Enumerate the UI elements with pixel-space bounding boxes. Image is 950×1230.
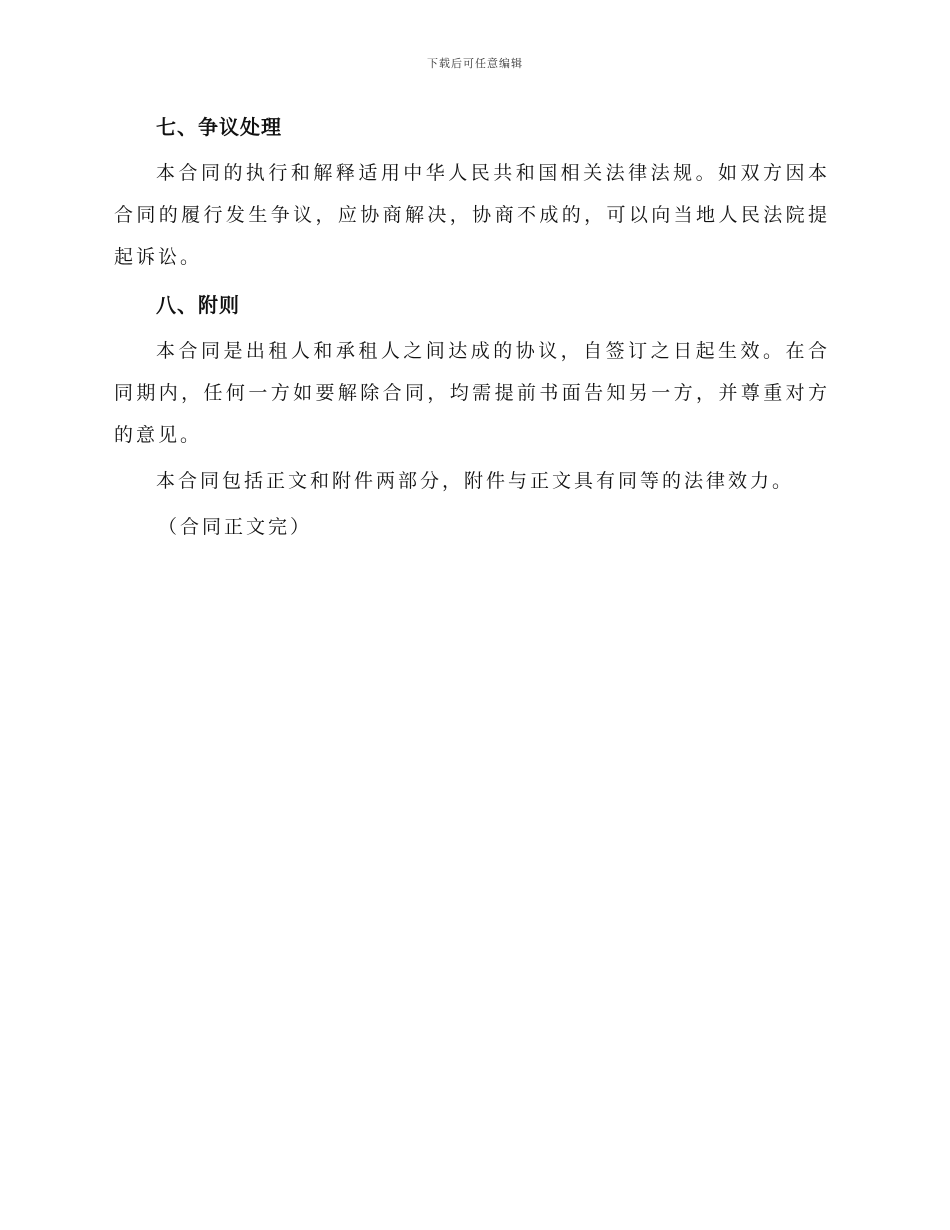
document-body <box>114 108 830 548</box>
section-heading: 八、附则 <box>156 293 240 317</box>
paragraph: 本合同的执行和解释适用中华人民共和国相关法律法规。如双方因本合同的履行发生争议，应协商解决，协商不成的，可以向当地人民法院提起诉讼。 <box>114 162 830 268</box>
section-heading: 七、争议处理 <box>156 115 282 139</box>
paragraph: 本合同是出租人和承租人之间达成的协议，自签订之日起生效。在合同期内，任何一方如要解除合同，均需提前书面告知另一方，并尊重对方的意见。 <box>114 340 830 446</box>
closing-note: （合同正文完） <box>158 516 313 538</box>
paragraph: 本合同包括正文和附件两部分，附件与正文具有同等的法律效力。 <box>156 470 795 492</box>
section-dispute-resolution <box>114 108 830 278</box>
section-supplementary-provisions <box>114 286 830 502</box>
page-header: 下载后可任意编辑 <box>427 57 523 70</box>
